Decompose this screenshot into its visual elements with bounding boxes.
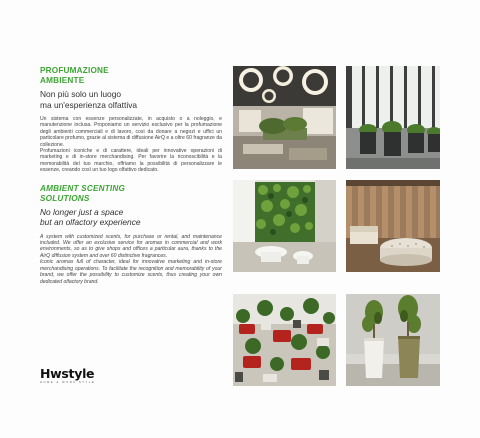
potted-trees-planters-photo [346,294,440,386]
english-paragraph-2: Iconic aromas full of character, ideal for innovative marketing and in-store merchandising operations. To facilitate the recognition and memorability of your brand, we offer the possibility to customize scents, thus creating your own dedicated olfactory brand. [40,259,222,285]
red-seating-plants-photo [233,294,336,386]
english-subtitle-line2: but an olfactory experience [40,217,141,228]
office-windows-planters-photo [346,66,440,169]
english-heading [40,184,222,204]
english-paragraph-1: A system with customized scents, for purchase or rental, and maintenance included. We offer an exclusive service for aromas in commercial and work environments, so as to give shops and offices a particular aura, thanks to the AirQ diffusion system and over 60 distinctive fragrances. [40,233,222,259]
italian-subtitle-line1: Non più solo un luogo [40,89,122,99]
text-column [40,66,222,285]
logo-wordmark: Hwstyle [40,366,95,381]
italian-heading-line1: PROFUMAZIONE [40,66,109,75]
italian-heading-line2: AMBIENTE [40,76,85,85]
english-heading-line2: SOLUTIONS [40,193,90,203]
italian-subtitle-line2: ma un'esperienza olfattiva [40,99,138,110]
office-lounge-ceiling-lights-photo [233,66,336,169]
italian-paragraph-2: Profumazioni iconiche e di carattere, ideali per innovative operazioni di marketing e di in-store merchandising. Per favorire la riconoscibilità e la memorabilità del tuo marchio, offriamo la possibilità di personalizzare le essenze, creando così un tuo logo olfattivo dedicato. [40,148,222,174]
english-subtitle-line1: No longer just a space [40,206,124,217]
green-wall-lounge-photo [233,180,336,272]
italian-subtitle [40,89,222,110]
english-heading-line1: AMBIENT SCENTING [40,183,126,193]
italian-heading [40,66,222,86]
logo-tagline: HOME & WORK STYLE [40,381,96,384]
english-subtitle [40,207,222,228]
curtain-lounge-round-ottoman-photo [346,180,440,272]
hwstyle-logo [40,367,100,389]
italian-paragraph-1: Un sistema con essenze personalizzate, in acquisto o a noleggio, e manutenzione inclusa. Proponiamo un servizio esclusivo per la profumazione degli ambienti commerciali e di lavoro, così da donare a negozi e uffici un particolare profumo, grazie al sistema di diffusione AirQ e a oltre 60 fragranze da collezione. [40,116,222,148]
